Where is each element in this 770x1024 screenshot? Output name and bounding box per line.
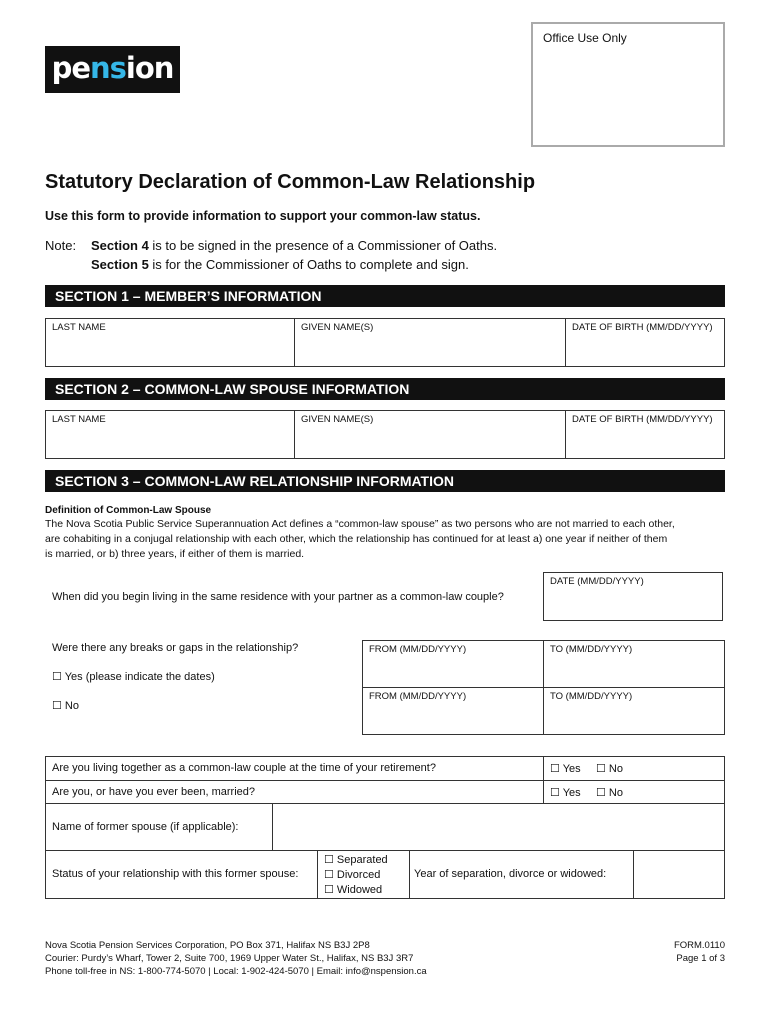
member-given-names-field[interactable] [294,318,566,367]
field-label: LAST NAME [52,322,106,333]
field-label: FROM (MM/DD/YYYY) [369,644,467,655]
pension-logo [45,46,180,93]
note-label: Note: [45,238,77,253]
field-label: TO (MM/DD/YYYY) [550,691,633,702]
section-1-heading: SECTION 1 – MEMBER’S INFORMATION [45,285,725,307]
break-2-to-field[interactable] [543,687,725,735]
field-label: GIVEN NAME(S) [301,322,374,333]
living-together-question: Are you living together as a common-law couple at the time of your retirement? [52,762,436,774]
year-of-separation-label: Year of separation, divorce or widowed: [414,868,607,880]
member-last-name-field[interactable] [45,318,295,367]
former-spouse-status-label: Status of your relationship with this former spouse: [52,868,299,880]
form-id: FORM.0110 [673,940,725,951]
married-no-checkbox[interactable]: ☐ No [596,787,623,799]
status-divorced-checkbox[interactable]: ☐ Divorced [324,869,381,881]
note-line-1-bold: Section 4 [91,238,149,253]
note-line-1 [91,238,497,253]
table-divider [45,780,725,781]
spouse-given-names-field[interactable] [294,410,566,459]
year-of-separation-input[interactable] [634,851,724,898]
status-separated-checkbox[interactable]: ☐ Separated [324,854,388,866]
definition-line-2: are cohabiting in a conjugal relationship with each other, which the relationship has continued for at least a) one year if neither of them [45,533,668,545]
field-label: GIVEN NAME(S) [301,414,374,425]
office-use-box [531,22,725,147]
breaks-question: Were there any breaks or gaps in the relationship? [52,642,299,654]
break-2-from-field[interactable] [362,687,544,735]
married-yes-checkbox[interactable]: ☐ Yes [550,787,581,799]
married-question: Are you, or have you ever been, married? [52,786,256,798]
footer-contact-line: Phone toll-free in NS: 1-800-774-5070 | Local: 1-902-424-5070 | Email: info@nspension.ca [45,966,427,977]
definition-line-3: is married, or b) three years, if either of them is married. [45,548,305,560]
table-divider [543,756,544,803]
page-title: Statutory Declaration of Common-Law Relationship [45,171,536,193]
footer-address-line: Nova Scotia Pension Services Corporation, PO Box 371, Halifax NS B3J 2P8 [45,940,370,951]
table-divider [409,850,410,899]
living-together-yes-checkbox[interactable]: ☐ Yes [550,763,581,775]
living-together-no-checkbox[interactable]: ☐ No [596,763,623,775]
member-dob-field[interactable] [565,318,725,367]
note-line-1-text: is to be signed in the presence of a Commissioner of Oaths. [148,238,498,253]
begin-date-field[interactable] [543,572,723,621]
former-spouse-label: Name of former spouse (if applicable): [52,821,239,833]
status-widowed-checkbox[interactable]: ☐ Widowed [324,884,383,896]
definition-line-1: The Nova Scotia Public Service Superannuation Act defines a “common-law spouse” as two persons who are not married to each other, [45,518,675,530]
table-divider [45,850,725,851]
section-3-heading: SECTION 3 – COMMON-LAW RELATIONSHIP INFORMATION [45,470,725,492]
office-use-label: Office Use Only [543,31,627,45]
note-line-2 [91,257,469,272]
break-1-from-field[interactable] [362,640,544,688]
page-number: Page 1 of 3 [676,953,725,964]
note-line-2-text: is for the Commissioner of Oaths to complete and sign. [148,257,469,272]
field-label: FROM (MM/DD/YYYY) [369,691,467,702]
logo-text-post: ion [125,51,174,85]
footer-courier-line: Courier: Purdy’s Wharf, Tower 2, Suite 700, 1969 Upper Water St., Halifax, NS B3J 3R7 [45,953,414,964]
begin-living-question: When did you begin living in the same residence with your partner as a common-law couple? [52,591,504,603]
spouse-dob-field[interactable] [565,410,725,459]
section-2-heading: SECTION 2 – COMMON-LAW SPOUSE INFORMATION [45,378,725,400]
note-line-2-bold: Section 5 [91,257,149,272]
field-label: TO (MM/DD/YYYY) [550,644,633,655]
breaks-yes-checkbox[interactable]: ☐ Yes (please indicate the dates) [52,671,215,683]
table-divider [317,850,318,899]
form-subtitle: Use this form to provide information to support your common-law status. [45,209,481,223]
logo-text-highlight: ns [90,51,126,85]
field-label: DATE (MM/DD/YYYY) [550,576,644,587]
logo-text-pre: pe [51,51,90,85]
breaks-no-checkbox[interactable]: ☐ No [52,700,79,712]
field-label: LAST NAME [52,414,106,425]
break-1-to-field[interactable] [543,640,725,688]
field-label: DATE OF BIRTH (MM/DD/YYYY) [572,414,713,425]
former-spouse-input[interactable] [273,804,724,849]
field-label: DATE OF BIRTH (MM/DD/YYYY) [572,322,713,333]
definition-title: Definition of Common-Law Spouse [45,505,212,516]
spouse-last-name-field[interactable] [45,410,295,459]
